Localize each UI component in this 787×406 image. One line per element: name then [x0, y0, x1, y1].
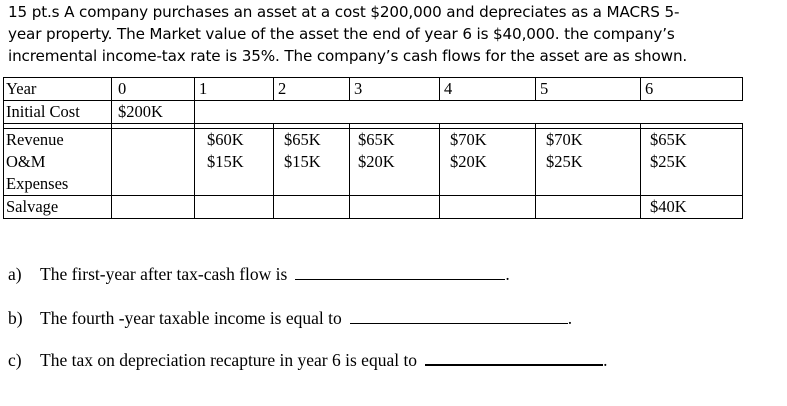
revenue-label: Revenue	[6, 130, 64, 149]
empty-cell	[440, 196, 536, 219]
problem-statement	[8, 1, 783, 67]
revenue-value: $60K	[207, 130, 244, 149]
revenue-value: $65K	[650, 130, 687, 149]
empty-cell	[350, 101, 440, 124]
question-letter: b)	[8, 308, 23, 328]
empty-cell	[112, 196, 195, 219]
empty-cell	[440, 101, 536, 124]
om-label-2: Expenses	[6, 174, 69, 193]
empty-cell	[195, 101, 274, 124]
question-end: .	[567, 308, 573, 328]
om-label: O&M	[6, 152, 46, 171]
empty-cell	[274, 101, 350, 124]
problem-line-3: incremental income-tax rate is 35%. The company’s cash flows for the asset are as shown.	[8, 47, 688, 65]
om-value: $15K	[284, 152, 321, 171]
question-letter: c)	[8, 350, 22, 370]
year-5-values	[536, 129, 641, 196]
om-value: $25K	[546, 152, 583, 171]
year-2-values	[274, 129, 350, 196]
empty-cell	[536, 196, 641, 219]
year-1-values	[195, 129, 274, 196]
year-6-values	[641, 129, 743, 196]
question-text: The first-year after tax-cash flow is	[40, 264, 288, 284]
initial-cost-label: Initial Cost	[4, 101, 112, 124]
answer-blank-b[interactable]	[350, 321, 568, 324]
year-cell: 3	[350, 78, 440, 101]
revenue-value: $70K	[546, 130, 583, 149]
year-0-values	[112, 129, 195, 196]
year-row	[4, 78, 743, 101]
salvage-value: $40K	[641, 196, 743, 219]
problem-line-1: 15 pt.s A company purchases an asset at a cost $200,000 and depreciates as a MACRS 5-	[8, 3, 680, 21]
om-value: $20K	[450, 152, 487, 171]
empty-cell	[350, 196, 440, 219]
cash-flow-table	[3, 77, 743, 219]
question-text: The tax on depreciation recapture in year 6 is equal to	[40, 350, 418, 370]
year-cell: 1	[195, 78, 274, 101]
question-a	[8, 264, 510, 285]
question-end: .	[505, 264, 510, 284]
revenue-value: $65K	[284, 130, 321, 149]
empty-cell	[274, 196, 350, 219]
year-label: Year	[4, 78, 112, 101]
year-cell: 2	[274, 78, 350, 101]
initial-cost-value: $200K	[112, 101, 195, 124]
salvage-label: Salvage	[4, 196, 112, 219]
question-b	[8, 308, 572, 329]
om-value: $15K	[207, 152, 244, 171]
revenue-om-row	[4, 129, 743, 196]
answer-blank-c[interactable]	[425, 362, 603, 366]
year-cell: 0	[112, 78, 195, 101]
empty-cell	[536, 101, 641, 124]
revenue-value: $70K	[450, 130, 487, 149]
year-cell: 6	[641, 78, 743, 101]
initial-cost-row	[4, 101, 743, 124]
om-value: $25K	[650, 152, 687, 171]
revenue-value: $65K	[358, 130, 395, 149]
year-cell: 5	[536, 78, 641, 101]
empty-cell	[641, 101, 743, 124]
year-cell: 4	[440, 78, 536, 101]
question-end: .	[603, 350, 608, 370]
om-value: $20K	[358, 152, 395, 171]
revenue-om-labels	[4, 129, 112, 196]
year-3-values	[350, 129, 440, 196]
empty-cell	[195, 196, 274, 219]
answer-blank-a[interactable]	[295, 277, 505, 280]
salvage-row	[4, 196, 743, 219]
question-text: The fourth -year taxable income is equal to	[40, 308, 342, 328]
year-4-values	[440, 129, 536, 196]
question-c	[8, 350, 607, 371]
problem-line-2: year property. The Market value of the asset the end of year 6 is $40,000. the company’s	[8, 25, 675, 43]
question-letter: a)	[8, 264, 22, 284]
